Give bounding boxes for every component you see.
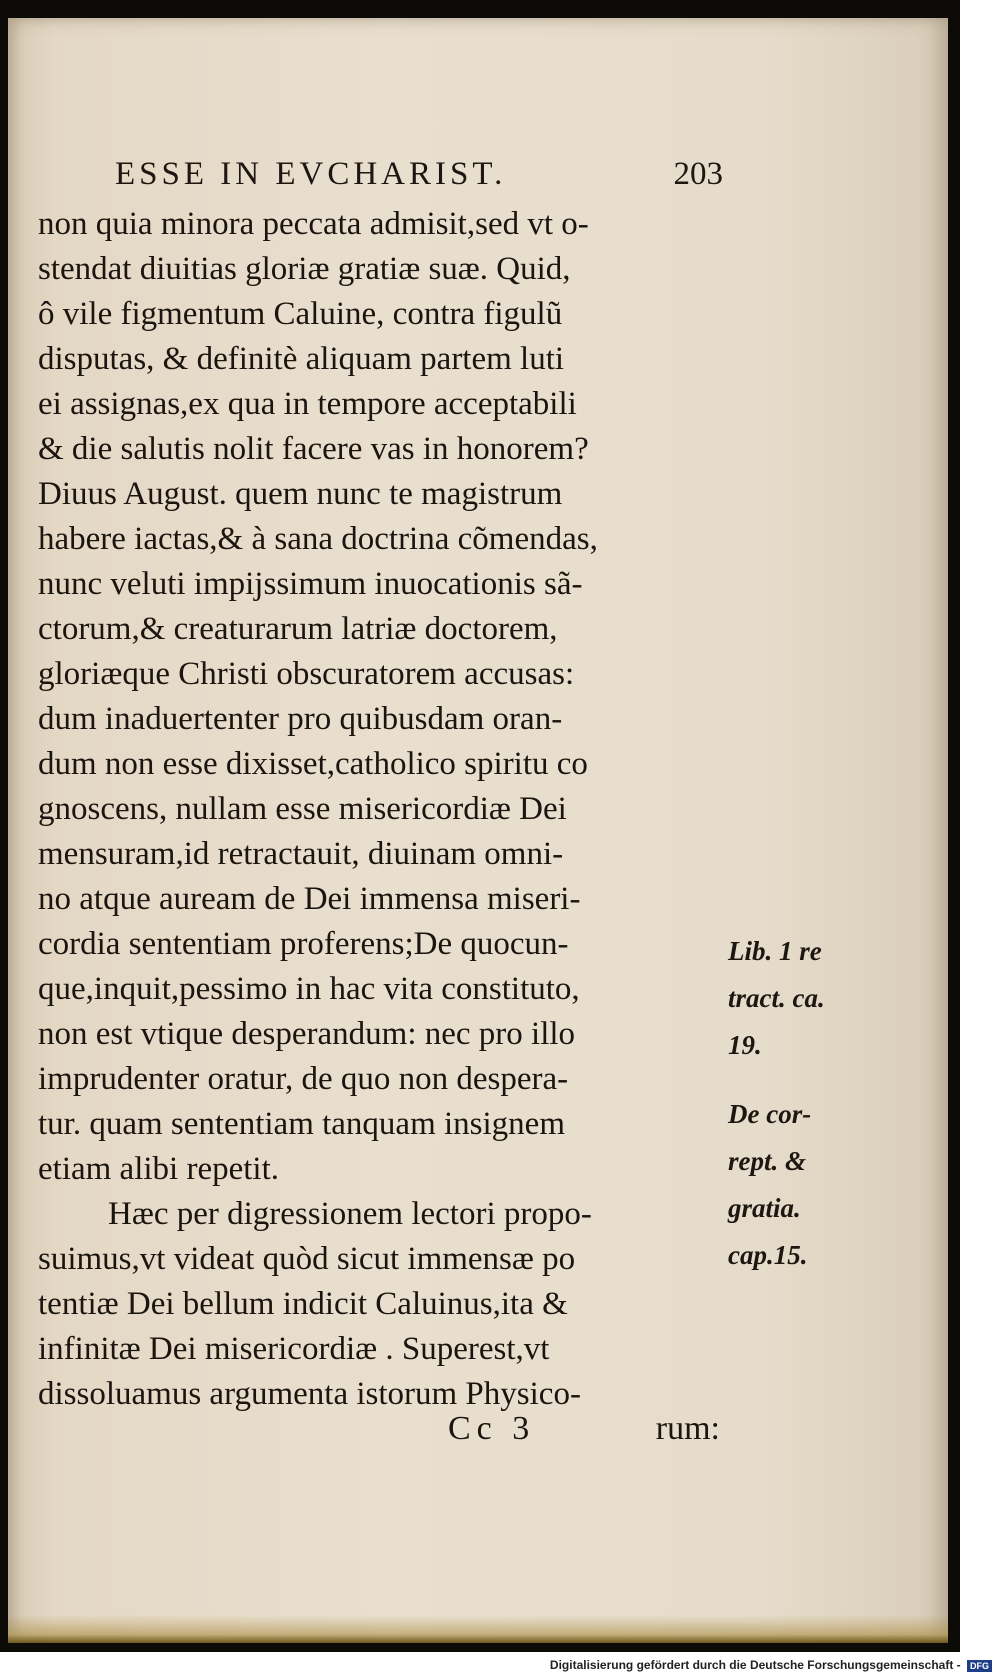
text-line: mensuram,id retractauit, diuinam omni- [38,836,564,872]
text-line: nunc veluti impijssimum inuocationis sã- [38,566,583,602]
credit-text: Digitalisierung gefördert durch die Deutsche Forschungsgemeinschaft - [549,1658,961,1672]
text-line: non quia minora peccata admisit,sed vt o- [38,206,589,242]
text-line: no atque auream de Dei immensa miseri- [38,881,581,917]
text-line: etiam alibi repetit. [38,1151,279,1187]
text-line: gloriæque Christi obscuratorem accusas: [38,656,575,692]
margin-note-line: Lib. 1 re [728,936,822,966]
signature-mark: Cc 3 [448,1410,536,1447]
margin-note-line: cap.15. [728,1240,808,1270]
margin-note-line: rept. & [728,1146,806,1176]
text-line: imprudenter oratur, de quo non despera- [38,1061,569,1097]
margin-note-line: tract. ca. [728,983,825,1013]
text-line: habere iactas,& à sana doctrina cõmendas, [38,521,598,557]
text-line: Hæc per digressionem lectori propo- [108,1196,592,1232]
text-line: ei assignas,ex qua in tempore acceptabili [38,386,577,422]
text-line: disputas, & definitè aliquam partem luti [38,341,565,377]
text-line: que,inquit,pessimo in hac vita constituto, [38,971,580,1007]
page-number: 203 [673,156,723,192]
margin-note-line: De cor- [728,1099,812,1129]
margin-notes [728,928,868,1279]
text-line: tentiæ Dei bellum indicit Caluinus,ita & [38,1286,568,1322]
text-line: ô vile figmentum Caluine, contra figulũ [38,296,563,332]
note-spacer [728,1069,868,1091]
running-head [115,156,723,196]
page-footer [48,1410,720,1455]
text-line: infinitæ Dei misericordiæ . Superest,vt [38,1331,550,1367]
book-page [8,18,948,1643]
text-line: dum non esse dixisset,catholico spiritu co [38,746,588,782]
body-text [38,202,718,1417]
text-line: cordia sententiam proferens;De quocun- [38,926,569,962]
text-line: ctorum,& creaturarum latriæ doctorem, [38,611,558,647]
text-line: stendat diuitias gloriæ gratiæ suæ. Quid, [38,251,571,287]
text-line: tur. quam sententiam tanquam insignem [38,1106,565,1142]
text-line: suimus,vt videat quòd sicut immensæ po [38,1241,576,1277]
text-line: non est vtique desperandum: nec pro illo [38,1016,576,1052]
dfg-logo: DFG [967,1660,992,1672]
text-line: dum inaduertenter pro quibusdam oran- [38,701,563,737]
text-line: & die salutis nolit facere vas in honorem? [38,431,589,467]
margin-note-line: gratia. [728,1193,801,1223]
catchword: rum: [655,1410,720,1447]
text-line: Diuus August. quem nunc te magistrum [38,476,563,512]
digitization-credit [550,1658,992,1672]
running-head-title: ESSE IN EVCHARIST. [115,156,507,192]
margin-note-line: 19. [728,1030,762,1060]
text-line: gnoscens, nullam esse misericordiæ Dei [38,791,567,827]
text-line: dissoluamus argumenta istorum Physico- [38,1376,581,1412]
